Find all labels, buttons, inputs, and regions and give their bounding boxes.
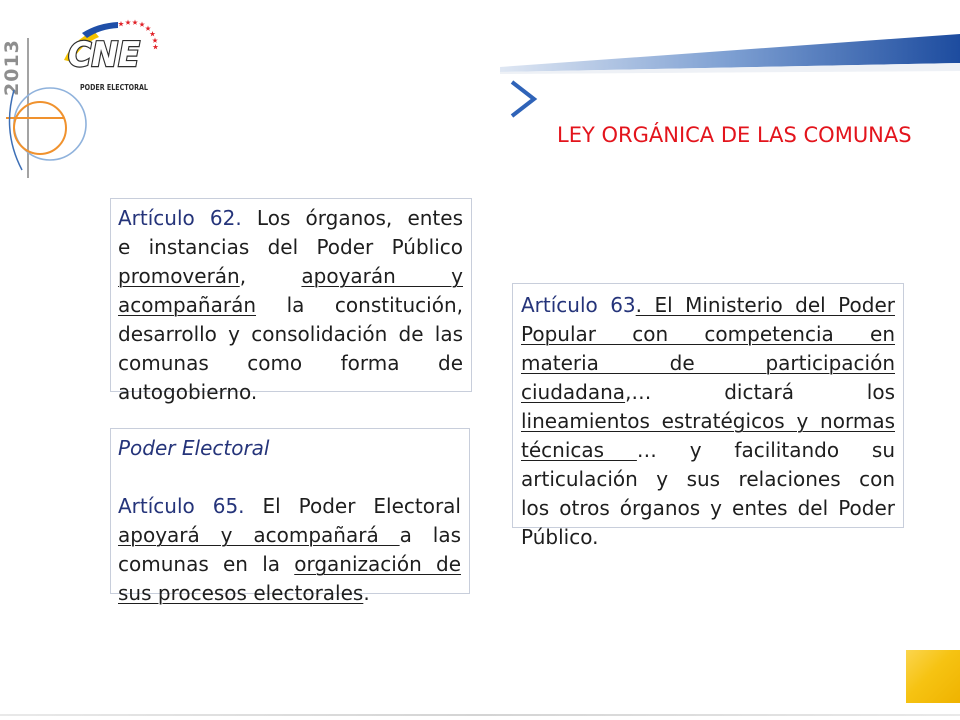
text-segment: los otros órganos y entes del Poder [521, 496, 895, 520]
text-line [118, 378, 463, 407]
text-line [118, 262, 463, 291]
text-line [118, 550, 461, 579]
star-icon [132, 20, 138, 25]
text-segment: ,… dictará los [625, 380, 895, 404]
cne-logo [60, 18, 160, 98]
text-segment: autogobierno. [118, 380, 258, 404]
text-line [118, 579, 461, 608]
underlined-text: materia de participación [521, 351, 895, 375]
text-segment: . [363, 581, 370, 605]
header-swoosh [480, 25, 960, 85]
text-line [521, 407, 895, 436]
text-line [118, 492, 461, 521]
section-heading: Poder Electoral [118, 436, 270, 460]
text-segment: la constitución, [256, 293, 463, 317]
text-line [118, 320, 463, 349]
text-line [521, 349, 895, 378]
underlined-text: ciudadana [521, 380, 626, 404]
text-segment: El Poder Electoral [244, 494, 461, 518]
text-segment: articulación y sus relaciones con [521, 467, 895, 491]
article-label: Artículo 65. [118, 494, 245, 518]
cne-logo-mark: CNE [68, 35, 140, 75]
text-segment: a las [399, 523, 461, 547]
corner-accent-square [906, 650, 960, 703]
text-line [118, 233, 463, 262]
footer-rule [0, 714, 960, 716]
text-segment: , [239, 264, 302, 288]
year-label: 2013 [1, 39, 23, 96]
underlined-text: promoverán [118, 264, 240, 288]
underlined-text: acompañarán [118, 293, 257, 317]
text-line [521, 465, 895, 494]
text-segment: comunas como forma de [118, 351, 463, 375]
text-line [521, 523, 895, 552]
text-line [521, 291, 895, 320]
orange-circle [14, 102, 66, 154]
star-icon [125, 20, 131, 25]
paragraph [521, 291, 895, 552]
text-line [521, 494, 895, 523]
text-segment: e instancias del Poder Público [118, 235, 463, 259]
underlined-text: organización de [294, 552, 461, 576]
underlined-text: técnicas [521, 438, 637, 462]
star-icon [118, 21, 124, 26]
underlined-text: lineamientos estratégicos y normas [521, 409, 895, 433]
paragraph [118, 204, 463, 407]
text-segment: comunas en la [118, 552, 295, 576]
text-segment: … y facilitando su [636, 438, 896, 462]
underlined-text: . El Ministerio del Poder [635, 293, 895, 317]
blue-arc [10, 90, 23, 170]
text-line [118, 521, 461, 550]
star-icon [150, 31, 156, 36]
text-line [118, 291, 463, 320]
slide-title: LEY ORGÁNICA DE LAS COMUNAS [557, 123, 912, 147]
text-line [521, 436, 895, 465]
star-icon [153, 44, 159, 49]
text-line [118, 349, 463, 378]
star-icon [145, 26, 151, 31]
star-icon [139, 22, 145, 27]
paragraph [118, 492, 461, 608]
text-line [118, 434, 461, 463]
article-label: Artículo 63 [521, 293, 636, 317]
text-line [521, 378, 895, 407]
text-line [521, 320, 895, 349]
text-segment: Los órganos, entes [241, 206, 463, 230]
article-62-box [110, 198, 472, 404]
text-segment: desarrollo y consolidación de las [118, 322, 463, 346]
underlined-text: sus procesos electorales [118, 581, 364, 605]
article-label: Artículo 62. [118, 206, 242, 230]
article-63-box [512, 283, 904, 549]
cne-logo-caption: PODER ELECTORAL [80, 83, 148, 92]
chevron-right-icon [506, 78, 540, 122]
paragraph [118, 434, 461, 463]
star-icon [152, 38, 158, 43]
article-65-box [110, 428, 470, 605]
text-line [118, 204, 463, 233]
underlined-text: apoyarán y [301, 264, 463, 288]
underlined-text: Popular con competencia en [521, 322, 895, 346]
underlined-text: apoyará y acompañará [118, 523, 400, 547]
text-segment: Público. [521, 525, 599, 549]
